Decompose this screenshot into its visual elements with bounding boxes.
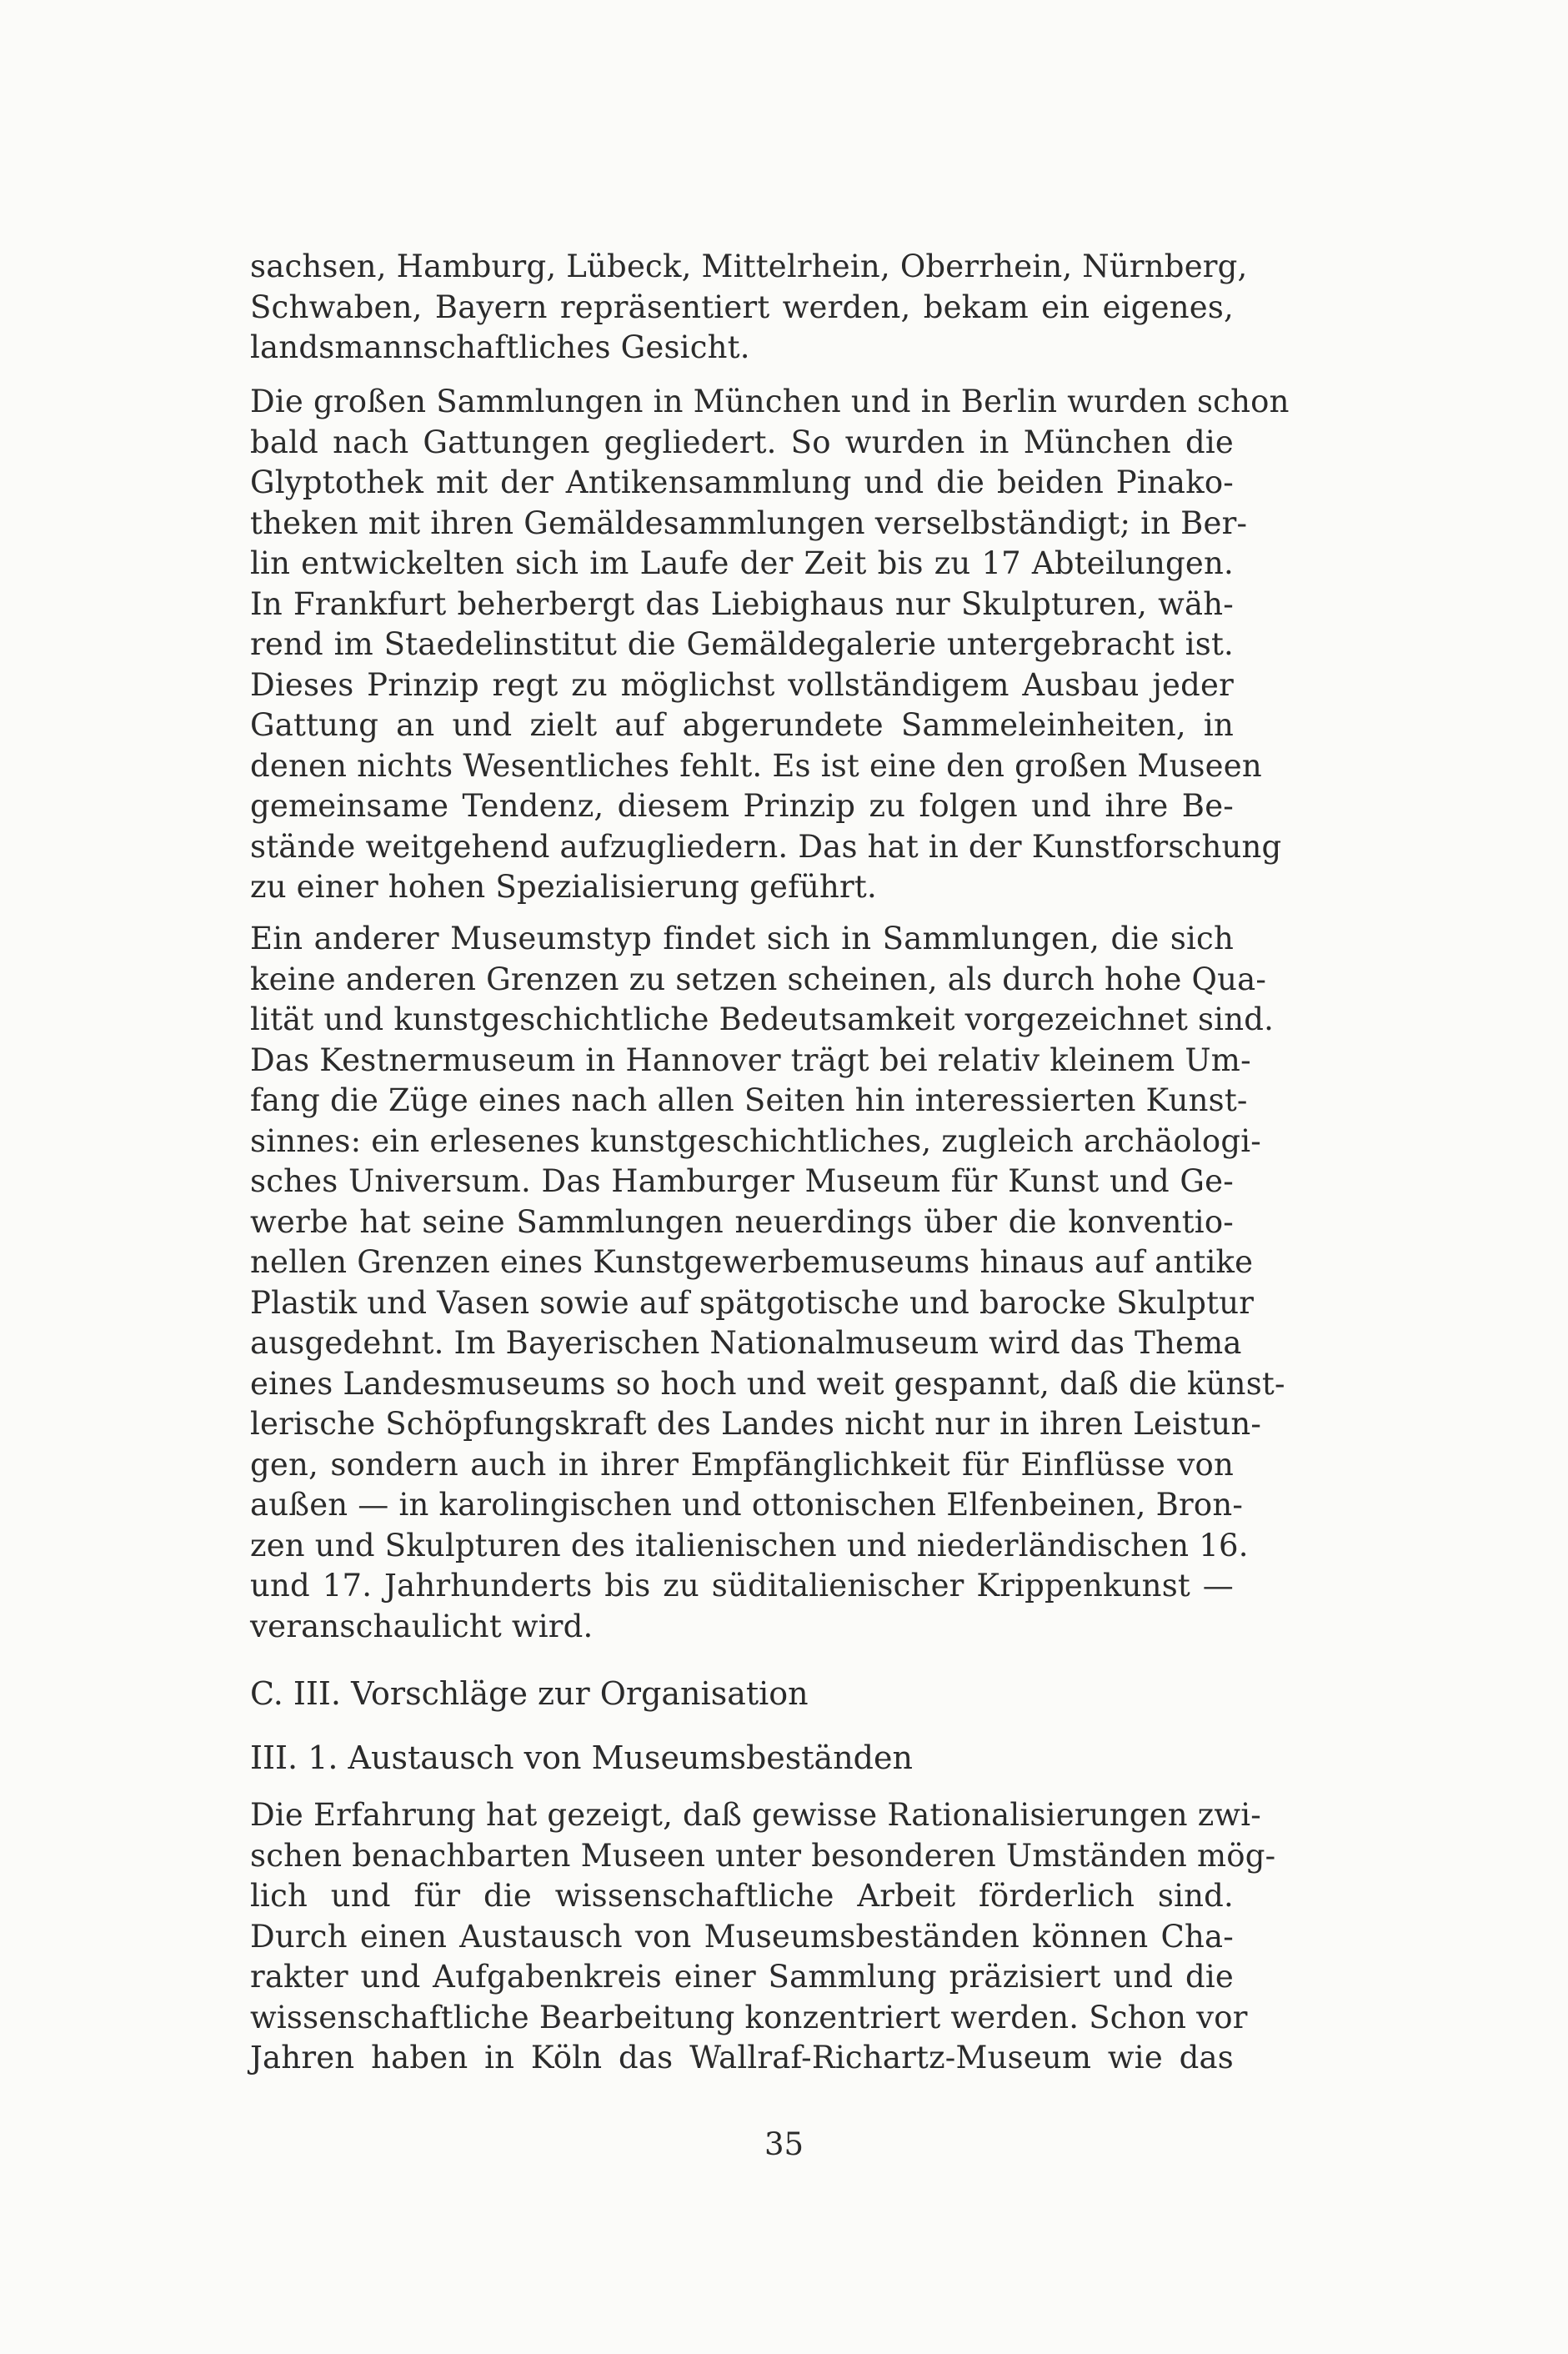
- text-line: fang die Züge eines nach allen Seiten hin interessierten Kunst-: [250, 1082, 1248, 1118]
- paragraph-3: [250, 919, 1285, 1647]
- text-line: zu einer hohen Spezialisierung geführt.: [250, 869, 877, 905]
- text-line: lerische Schöpfungskraft des Landes nicht nur in ihren Leistun-: [250, 1406, 1262, 1442]
- text-line: veranschaulicht wird.: [250, 1608, 594, 1644]
- text-line: gemeinsame Tendenz, diesem Prinzip zu folgen und ihre Be-: [250, 788, 1234, 824]
- text-line: sches Universum. Das Hamburger Museum für Kunst und Ge-: [250, 1163, 1234, 1199]
- text-line: denen nichts Wesentliches fehlt. Es ist eine den großen Museen: [250, 747, 1262, 784]
- page-number: 35: [764, 2126, 804, 2162]
- text-line: bald nach Gattungen gegliedert. So wurden in München die: [250, 424, 1234, 460]
- text-line: Gattung an und zielt auf abgerundete Sammeleinheiten, in: [250, 707, 1234, 743]
- text-line: sinnes: ein erlesenes kunstgeschichtliches, zugleich archäologi-: [250, 1122, 1261, 1159]
- text-line: lin entwickelten sich im Laufe der Zeit bis zu 17 Abteilungen.: [250, 545, 1234, 581]
- text-line: Schwaben, Bayern repräsentiert werden, bekam ein eigenes,: [250, 289, 1234, 325]
- text-line: außen — in karolingischen und ottonischen Elfenbeinen, Bron-: [250, 1487, 1244, 1523]
- text-line: wissenschaftliche Bearbeitung konzentriert werden. Schon vor: [250, 1999, 1248, 2035]
- text-line: Dieses Prinzip regt zu möglichst vollständigem Ausbau jeder: [250, 666, 1234, 703]
- paragraph-4: [250, 1795, 1276, 2079]
- text-line: sachsen, Hamburg, Lübeck, Mittelrhein, Oberrhein, Nürnberg,: [250, 248, 1248, 284]
- text-line: theken mit ihren Gemäldesammlungen verselbständigt; in Ber-: [250, 504, 1248, 541]
- paragraph-1: [250, 247, 1248, 369]
- text-line: keine anderen Grenzen zu setzen scheinen, als durch hohe Qua-: [250, 961, 1267, 997]
- text-line: Plastik und Vasen sowie auf spätgotische und barocke Skulptur: [250, 1284, 1255, 1321]
- text-line: ausgedehnt. Im Bayerischen Nationalmuseum wird das Thema: [250, 1325, 1242, 1361]
- text-line: stände weitgehend aufzugliedern. Das hat in der Kunstforschung: [250, 828, 1282, 865]
- text-line: rend im Staedelinstitut die Gemäldegalerie untergebracht ist.: [250, 626, 1234, 662]
- text-line: Die großen Sammlungen in München und in Berlin wurden schon: [250, 384, 1290, 419]
- text-line: werbe hat seine Sammlungen neuerdings über die konventio-: [250, 1203, 1234, 1240]
- text-line: Durch einen Austausch von Museumsbeständen können Cha-: [250, 1918, 1234, 1955]
- text-line: zen und Skulpturen des italienischen und niederländischen 16.: [250, 1527, 1249, 1563]
- text-line: gen, sondern auch in ihrer Empfänglichkeit für Einflüsse von: [250, 1446, 1234, 1483]
- text-line: nellen Grenzen eines Kunstgewerbemuseums hinaus auf antike: [250, 1244, 1254, 1280]
- paragraph-2: [250, 382, 1290, 908]
- text-line: rakter und Aufgabenkreis einer Sammlung präzisiert und die: [250, 1959, 1234, 1995]
- text-line: Das Kestnermuseum in Hannover trägt bei relativ kleinem Um-: [250, 1041, 1251, 1078]
- text-line: eines Landesmuseums so hoch und weit gespannt, daß die künst-: [250, 1365, 1285, 1402]
- subsection-heading: III. 1. Austausch von Museumsbeständen: [250, 1739, 913, 1776]
- text-line: Jahren haben in Köln das Wallraf-Richartz-Museum wie das: [250, 2040, 1234, 2075]
- text-line: Glyptothek mit der Antikensammlung und die beiden Pinako-: [250, 464, 1234, 500]
- text-line: lität und kunstgeschichtliche Bedeutsamkeit vorgezeichnet sind.: [250, 1001, 1275, 1037]
- text-line: In Frankfurt beherbergt das Liebighaus nur Skulpturen, wäh-: [250, 585, 1234, 622]
- section-heading: C. III. Vorschläge zur Organisation: [250, 1675, 809, 1712]
- text-line: lich und für die wissenschaftliche Arbeit förderlich sind.: [250, 1878, 1234, 1914]
- text-line: und 17. Jahrhunderts bis zu süditalienischer Krippenkunst —: [250, 1568, 1234, 1604]
- text-line: schen benachbarten Museen unter besonderen Umständen mög-: [250, 1837, 1276, 1874]
- text-line: Die Erfahrung hat gezeigt, daß gewisse Rationalisierungen zwi-: [250, 1797, 1262, 1833]
- text-line: Ein anderer Museumstyp findet sich in Sammlungen, die sich: [250, 921, 1234, 956]
- text-line: landsmannschaftliches Gesicht.: [250, 329, 750, 365]
